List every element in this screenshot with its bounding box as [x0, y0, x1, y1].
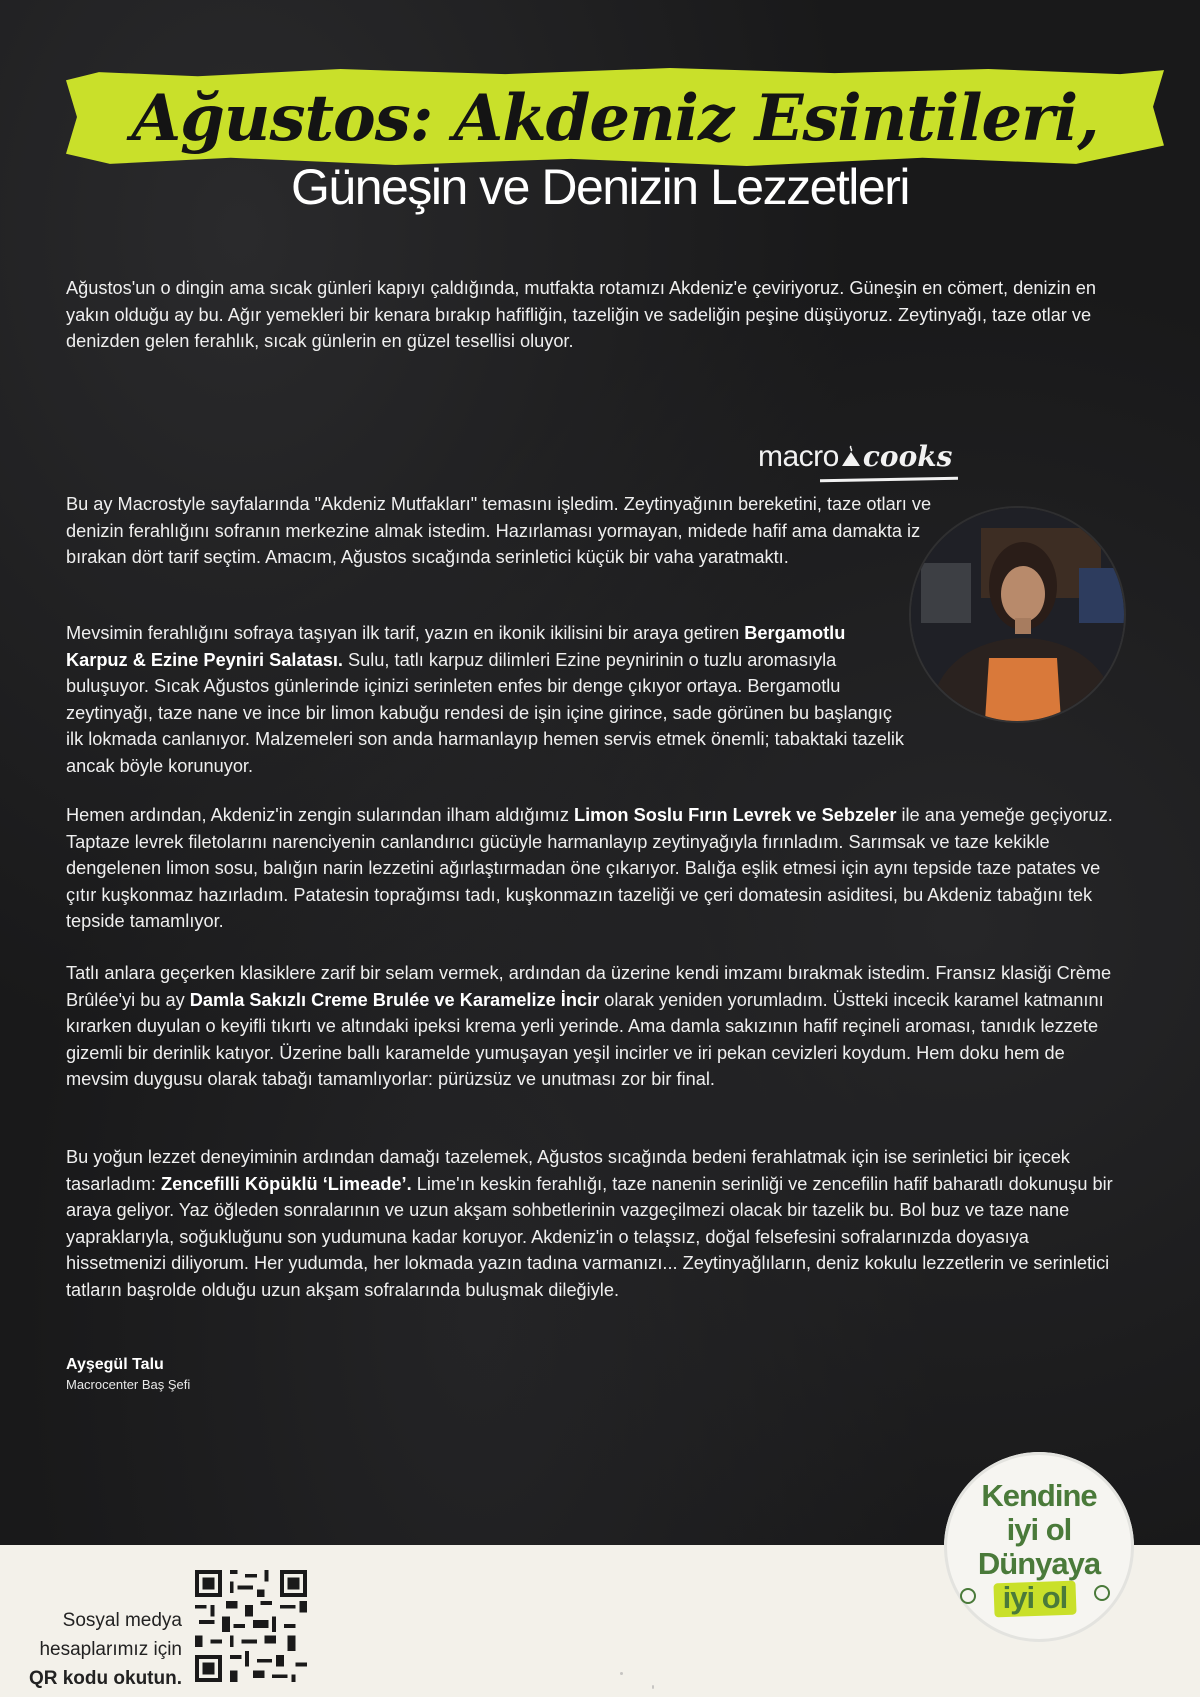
- signature-title: Macrocenter Baş Şefi: [66, 1377, 191, 1392]
- qr-caption-line3: QR kodu okutun.: [28, 1668, 182, 1689]
- seabass-text-a: Hemen ardından, Akdeniz'in zengin sularından ilham aldığımız: [66, 805, 574, 825]
- paper-speck: [652, 1685, 654, 1689]
- salad-text-a: Mevsimin ferahlığını sofraya taşıyan ilk tarif, yazın en ikonik ikilisini bir araya getiren: [66, 623, 745, 643]
- badge-line4: iyi ol: [1002, 1580, 1068, 1615]
- intro-paragraph: Ağustos'un o dingin ama sıcak günleri kapıyı çaldığında, mutfakta rotamızı Akdeniz'e çeviriyoruz. Güneşin en cömert, denizin en yakın olduğu ay bu. Ağır yemekleri bir kenara bırakıp hafifliğin, tazeliğin ve sadeliğin peşine düşüyoruz. Zeytinyağı, taze otlar ve denizden gelen ferahlık, sıcak günlerin en güzel tesellisi oluyor.: [66, 278, 1097, 351]
- page-title: Ağustos: Akdeniz Esintileri,: [131, 80, 1099, 156]
- drink-recipe-name: Zencefilli Köpüklü ‘Limeade’.: [161, 1173, 412, 1194]
- qr-code-icon[interactable]: [195, 1570, 307, 1682]
- chef-hat-icon: [839, 444, 863, 468]
- badge-line1: Kendine: [981, 1478, 1097, 1513]
- paragraph-dessert: [66, 960, 1126, 1093]
- signature-name: Ayşegül Talu: [66, 1356, 164, 1373]
- salad-recipe-name: Bergamotlu Karpuz & Ezine Peyniri Salatası.: [66, 623, 846, 670]
- qr-caption: [20, 1606, 182, 1693]
- salad-text-b: Sulu, tatlı karpuz dilimleri Ezine peynirinin o tuzlu aromasıyla buluşuyor. Sıcak Ağustos günlerinde içinizi serinleten enfes bir denge çıkıyor ortaya. Bergamotlu zeytinyağı, taze nane ve ince bir limon kabuğu rendesi de işin içine girince, sade görünen bu başlangıç ilk lokmada canlanıyor. Malzemeleri son anda harmanlayıp hemen servis etmek önemli; tabaktaki tazelik ancak böyle korunuyor.: [66, 649, 905, 776]
- badge-line3: Dünyaya: [977, 1546, 1101, 1581]
- paragraph-drink: [66, 1144, 1126, 1303]
- seabass-text-b: ile ana yemeğe geçiyoruz. Taptaze levrek filetolarını narenciyenin canlandırıcı gücüyle harmanlayıp zeytinyağıyla fırınladım. Sarımsak ve taze kekikle dengelenen limon sosu, balığın narin lezzetini ağırlaştırmadan öne çıkarıyor. Balığa eşlik etmesi için aynı tepside taze patates ve çıtır kuşkonmaz hazırladım. Patatesin toprağımsı tadı, kuşkonmazın tazeliği ve çeri domatesin asiditesi, bu Akdeniz tabağını tek tepside tamamlıyor.: [66, 805, 1113, 931]
- logo-text-macro: macro: [758, 440, 839, 473]
- paragraph-salad-text: [66, 620, 908, 779]
- leaf-icon: [960, 1588, 976, 1604]
- seabass-recipe-name: Limon Soslu Fırın Levrek ve Sebzeler: [573, 805, 897, 825]
- drink-text-b: Lime'ın keskin ferahlığı, taze nanenin serinliği ve zencefilin hafif baharatlı dokunuşu bir araya geliyor. Yaz öğleden sonralarının ve uzun akşam sohbetlerinin vazgeçilmezi olacak bir tazelik bu. Bol buz ve taze nane yapraklarıyla, soğukluğunu son yudumuna kadar koruyor. Akdeniz'in o telaşsız, doğal felsefesini sofralarınızda doyasıya hissetmenizi diliyorum. Her yudumda, her lokmada yazın tadına varmanızı... Zeytinyağlıların, deniz kokulu lezzetlerin ve serinletici tatların başrolde olduğu uzun akşam sofralarında buluşmak dileğiyle.: [66, 1173, 1113, 1300]
- dessert-recipe-name: Damla Sakızlı Creme Brulée ve Karamelize İncir: [189, 989, 600, 1010]
- macrocooks-logo: [758, 440, 958, 480]
- badge-line2: iyi ol: [1006, 1512, 1072, 1547]
- dessert-text-b: olarak yeniden yorumladım. Üstteki incecik karamel katmanını kırarken duyulan o keyifli tıkırtı ve altındaki ipeksi krema yerli yerinde. Ama damla sakızının hafif reçineli aroması, tanıdık lezzete gizemli bir derinlik katıyor. Üzerine ballı karamelde yumuşayan yeşil incirler ve iri pekan cevizleri koydum. Hem doku hem de mevsim duygusu olarak tabağı tamamlıyorlar: pürüzsüz ve unutması zor bir final.: [66, 989, 1104, 1089]
- paper-speck: [620, 1672, 623, 1675]
- paragraph-salad: [66, 620, 1116, 779]
- qr-caption-line1: Sosyal medya: [62, 1610, 182, 1631]
- leaf-icon: [1094, 1585, 1110, 1601]
- page-subtitle: Güneşin ve Denizin Lezzetleri: [291, 159, 909, 215]
- paragraph-seabass: [66, 802, 1126, 935]
- qr-caption-line2: hesaplarımız için: [39, 1639, 182, 1660]
- logo-text-cooks: cooks: [862, 440, 953, 473]
- paragraph-theme: Bu ay Macrostyle sayfalarında "Akdeniz Mutfakları" temasını işledim. Zeytinyağının bereketini, taze otları ve denizin ferahlığını sofranın merkezine almak istedim. Hazırlaması yormayan, midede hafif ama damakta iz bırakan dört tarif seçtim. Amacım, Ağustos sıcağında serinletici küçük bir vaha yaratmaktı.: [66, 494, 932, 567]
- drink-text-a: Bu yoğun lezzet deneyiminin ardından damağı tazelemek, Ağustos sıcağında bedeni ferahlatmak için ise serinletici bir içecek tasarladım:: [66, 1147, 1070, 1194]
- dessert-text-a: Tatlı anlara geçerken klasiklere zarif bir selam vermek, ardından da üzerine kendi imzamı bırakmak istedim. Fransız klasiği Crème Brûlée'yi bu ay: [66, 963, 1112, 1010]
